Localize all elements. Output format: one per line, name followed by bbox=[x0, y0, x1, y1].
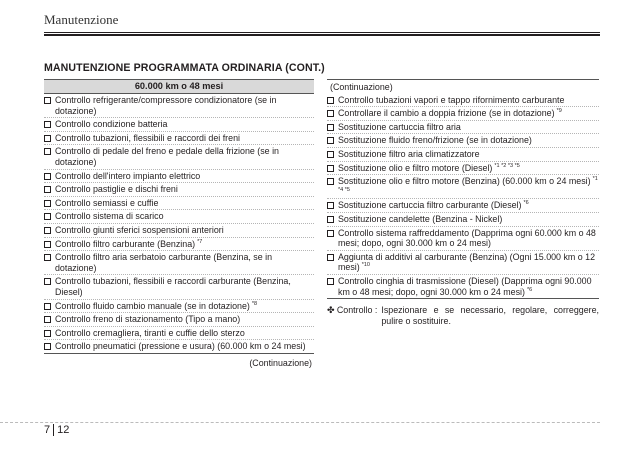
checkbox-icon bbox=[44, 146, 55, 167]
checkbox-icon bbox=[44, 171, 55, 182]
checklist-item-text bbox=[338, 228, 599, 249]
checklist-item-text bbox=[55, 314, 314, 325]
checklist-row bbox=[327, 275, 599, 299]
checklist-item-text bbox=[55, 119, 314, 130]
legend bbox=[327, 305, 599, 326]
item-label: Controllo tubazioni vapori e tappo rifornimento carburante bbox=[338, 94, 565, 105]
checkbox-icon bbox=[327, 228, 338, 249]
checkbox-icon bbox=[44, 225, 55, 236]
item-label: Controllo cremagliera, tiranti e cuffie dello sterzo bbox=[55, 327, 245, 338]
running-head: Manutenzione bbox=[44, 12, 119, 27]
checklist-row bbox=[327, 134, 599, 148]
checklist-item-text bbox=[338, 214, 599, 225]
item-label: Controllare il cambio a doppia frizione (se in dotazione) bbox=[338, 108, 555, 119]
checklist-item-text bbox=[55, 225, 314, 236]
checkbox-icon bbox=[44, 276, 55, 297]
left-column bbox=[44, 79, 314, 368]
item-label: Sostituzione cartuccia filtro aria bbox=[338, 121, 461, 132]
item-label: Sostituzione olio e filtro motore (Diesel) bbox=[338, 162, 493, 173]
checklist-row bbox=[44, 132, 314, 146]
checklist-item-text bbox=[338, 95, 599, 106]
checklist-item-text bbox=[55, 133, 314, 144]
checklist-row bbox=[44, 238, 314, 252]
continuation-label-top: (Continuazione) bbox=[330, 82, 393, 92]
checklist-item-text bbox=[55, 198, 314, 209]
checklist-row bbox=[44, 183, 314, 197]
item-label: Controllo fluido cambio manuale (se in dotazione) bbox=[55, 300, 250, 311]
checkbox-icon bbox=[44, 119, 55, 130]
checklist-row bbox=[44, 210, 314, 224]
checklist-row bbox=[327, 227, 599, 251]
footnote-ref: *1 *4 *5 bbox=[338, 176, 598, 193]
checklist-row bbox=[44, 170, 314, 184]
item-label: Sostituzione fluido freno/frizione (se in dotazione) bbox=[338, 135, 532, 146]
item-label: Controllo di pedale del freno e pedale della frizione (se in dotazione) bbox=[55, 146, 279, 167]
checklist-item-text bbox=[55, 252, 314, 273]
footnote-ref: *6 bbox=[523, 200, 529, 207]
checklist-item-text bbox=[338, 163, 599, 174]
checklist-row bbox=[44, 313, 314, 327]
checkbox-icon bbox=[327, 95, 338, 106]
item-label: Controllo dell'intero impianto elettrico bbox=[55, 170, 201, 181]
legend-text: Ispezionare e se necessario, regolare, correggere, pulire o sostituire. bbox=[381, 305, 599, 326]
checkbox-icon bbox=[327, 108, 338, 119]
header-rule-thin bbox=[44, 32, 600, 33]
checkbox-icon bbox=[327, 122, 338, 133]
checklist-item-text bbox=[338, 252, 599, 273]
checklist-row bbox=[327, 107, 599, 121]
checkbox-icon bbox=[44, 95, 55, 116]
checklist-row bbox=[44, 145, 314, 169]
checklist-item-text bbox=[55, 301, 314, 312]
checkbox-icon bbox=[327, 176, 338, 197]
checkbox-icon bbox=[327, 163, 338, 174]
item-label: Controllo freno di stazionamento (Tipo a mano) bbox=[55, 314, 241, 325]
checkbox-icon bbox=[327, 214, 338, 225]
item-label: Controllo pastiglie e dischi freni bbox=[55, 184, 178, 195]
continuation-label-bottom: (Continuazione) bbox=[249, 357, 312, 368]
checkbox-icon bbox=[327, 252, 338, 273]
page-number-separator bbox=[53, 424, 54, 436]
footnote-ref: *6 bbox=[526, 286, 533, 293]
checkbox-icon bbox=[327, 276, 338, 297]
checkbox-icon bbox=[327, 200, 338, 211]
checklist-row bbox=[44, 251, 314, 275]
checklist-item-text bbox=[55, 239, 314, 250]
checkbox-icon bbox=[44, 133, 55, 144]
checklist-row bbox=[44, 118, 314, 132]
item-label: Controllo tubazioni, flessibili e raccordi carburante (Benzina, Diesel) bbox=[55, 276, 291, 297]
interval-header: 60.000 km o 48 mesi bbox=[44, 79, 314, 94]
footnote-ref: *9 bbox=[556, 108, 562, 115]
item-label: Sostituzione olio e filtro motore (Benzina) (60.000 km o 24 mesi) bbox=[338, 176, 591, 187]
footnote-ref: *10 bbox=[361, 262, 370, 269]
left-item-list bbox=[44, 94, 314, 354]
checklist-row bbox=[44, 340, 314, 354]
item-label: Controllo giunti sferici sospensioni anteriori bbox=[55, 224, 224, 235]
checklist-item-text bbox=[55, 276, 314, 297]
item-label: Sostituzione candelette (Benzina - Nickel) bbox=[338, 213, 503, 224]
item-label: Controllo condizione batteria bbox=[55, 119, 168, 130]
checklist-item-text bbox=[338, 176, 599, 197]
right-column bbox=[327, 79, 599, 326]
checklist-row bbox=[44, 94, 314, 118]
checklist-row bbox=[44, 327, 314, 341]
checklist-row bbox=[44, 300, 314, 314]
right-item-list bbox=[327, 94, 599, 300]
checklist-row bbox=[327, 213, 599, 227]
checklist-row bbox=[327, 94, 599, 108]
item-label: Controllo sistema di scarico bbox=[55, 211, 164, 222]
checklist-item-text bbox=[55, 328, 314, 339]
checkbox-icon bbox=[327, 149, 338, 160]
checkbox-icon bbox=[44, 314, 55, 325]
checklist-item-text bbox=[55, 341, 314, 352]
footnote-ref: *7 bbox=[197, 238, 203, 245]
item-label: Controllo sistema raffreddamento (Dapprima ogni 60.000 km o 48 mesi; dopo, ogni 30.000 km o 24 mesi) bbox=[338, 227, 596, 249]
checklist-item-text bbox=[55, 184, 314, 195]
checkbox-icon bbox=[44, 328, 55, 339]
item-label: Controllo cinghia di trasmissione (Diesel) (Dapprima ogni 90.000 km o 48 mesi; dopo, ogni 30.000 km o 24 mesi) bbox=[338, 275, 592, 297]
header-rule-thick bbox=[44, 34, 600, 36]
checkbox-icon bbox=[44, 184, 55, 195]
section-title: MANUTENZIONE PROGRAMMATA ORDINARIA (CONT.) bbox=[44, 62, 325, 74]
item-label: Sostituzione cartuccia filtro carburante (Diesel) bbox=[338, 200, 522, 211]
item-label: Aggiunta di additivi al carburante (Benzina) (Ogni 15.000 km o 12 mesi) bbox=[338, 251, 596, 273]
checklist-item-text bbox=[338, 200, 599, 211]
item-label: Controllo pneumatici (pressione e usura) (60.000 km o 24 mesi) bbox=[55, 341, 306, 352]
checklist-item-text bbox=[338, 108, 599, 119]
checklist-item-text bbox=[338, 122, 599, 133]
checkbox-icon bbox=[44, 252, 55, 273]
checklist-row bbox=[44, 275, 314, 299]
page-number-value: 12 bbox=[57, 424, 70, 436]
checkbox-icon bbox=[44, 341, 55, 352]
checkbox-icon bbox=[44, 239, 55, 250]
chapter-number: 7 bbox=[44, 424, 51, 436]
checklist-row bbox=[44, 224, 314, 238]
checklist-row bbox=[327, 148, 599, 162]
checkbox-icon bbox=[44, 211, 55, 222]
checklist-row bbox=[327, 199, 599, 213]
checklist-row bbox=[44, 197, 314, 211]
checklist-item-text bbox=[338, 276, 599, 297]
item-label: Controllo semiassi e cuffie bbox=[55, 197, 159, 208]
footnote-ref: *8 bbox=[251, 300, 258, 307]
checklist-item-text bbox=[338, 135, 599, 146]
checklist-row bbox=[327, 251, 599, 275]
checklist-item-text bbox=[55, 146, 314, 167]
checkbox-icon bbox=[327, 135, 338, 146]
item-label: Controllo tubazioni, flessibili e raccordi dei freni bbox=[55, 132, 240, 143]
item-label: Controllo filtro carburante (Benzina) bbox=[55, 238, 196, 249]
checkbox-icon bbox=[44, 198, 55, 209]
checklist-item-text bbox=[55, 211, 314, 222]
checklist-item-text bbox=[55, 95, 314, 116]
item-label: Sostituzione filtro aria climatizzatore bbox=[338, 148, 480, 159]
checklist-row bbox=[327, 162, 599, 176]
footer-rule bbox=[0, 422, 600, 423]
checklist-row bbox=[327, 175, 599, 199]
checkbox-icon bbox=[44, 301, 55, 312]
page-number bbox=[44, 424, 69, 436]
item-label: Controllo filtro aria serbatoio carburante (Benzina, se in dotazione) bbox=[55, 252, 273, 273]
checklist-item-text bbox=[55, 171, 314, 182]
checklist-item-text bbox=[338, 149, 599, 160]
footnote-ref: *1 *2 *3 *5 bbox=[494, 162, 520, 169]
item-label: Controllo refrigerante/compressore condizionatore (se in dotazione) bbox=[55, 95, 277, 116]
checklist-row bbox=[327, 121, 599, 135]
legend-key: ✤ Controllo : bbox=[327, 305, 378, 316]
